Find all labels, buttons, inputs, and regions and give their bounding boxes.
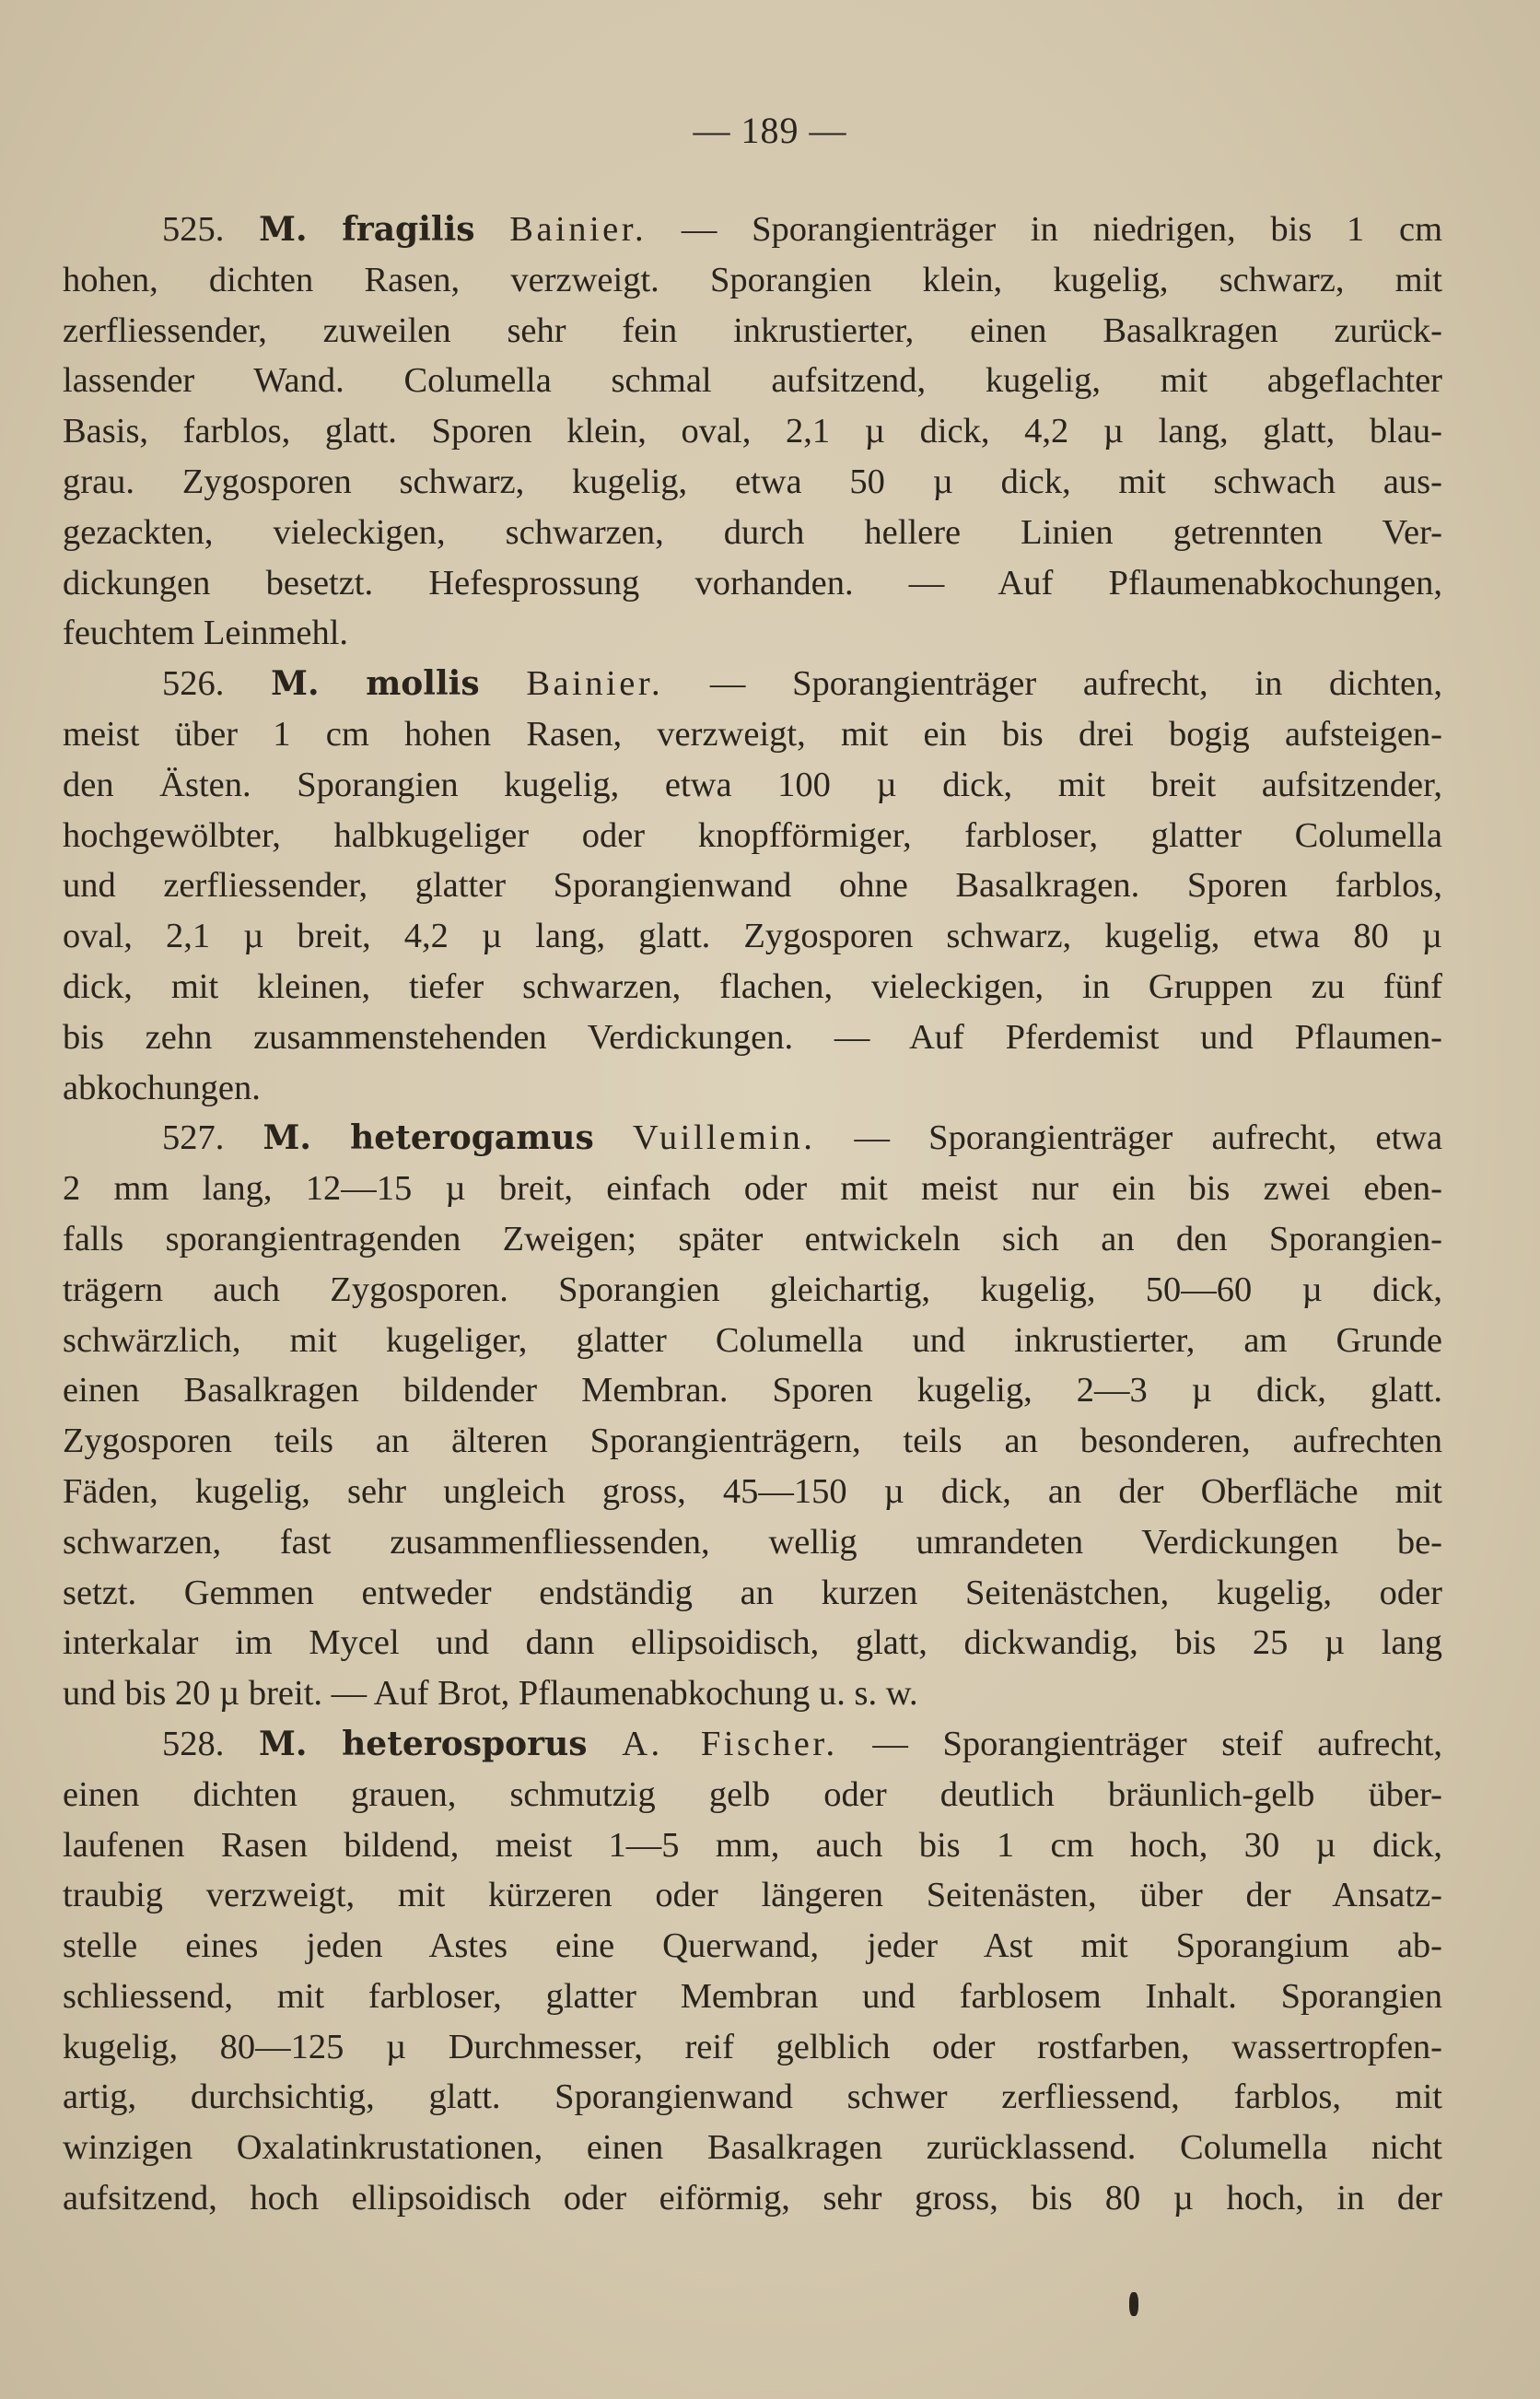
text-line: falls sporangientragenden Zweigen; später entwickeln sich an den Sporangien- xyxy=(63,1219,1442,1258)
text-line: meist über 1 cm hohen Rasen, verzweigt, mit ein bis drei bogig aufsteigen- xyxy=(63,714,1442,754)
text-line: Fäden, kugelig, sehr ungleich gross, 45—150 µ dick, an der Oberfläche mit xyxy=(63,1471,1442,1511)
text-line: oval, 2,1 µ breit, 4,2 µ lang, glatt. Zygosporen schwarz, kugelig, etwa 80 µ xyxy=(63,917,1442,956)
genus-abbrev: M. xyxy=(262,1118,311,1158)
text-line: schwärzlich, mit kugeliger, glatter Columella und inkrustierter, am Grunde xyxy=(63,1320,1442,1360)
text-line: traubig verzweigt, mit kürzeren oder längeren Seitenästen, über der Ansatz- xyxy=(63,1876,1442,1915)
body-text xyxy=(63,205,1442,2224)
text-line: zerfliessender, zuweilen sehr fein inkrustierter, einen Basalkragen zurück- xyxy=(63,310,1442,350)
text-line: laufenen Rasen bildend, meist 1—5 mm, auch bis 1 cm hoch, 30 µ dick, xyxy=(63,1825,1442,1865)
text-line: Basis, farblos, glatt. Sporen klein, oval, 2,1 µ dick, 4,2 µ lang, glatt, blau- xyxy=(63,412,1442,451)
text-line: setzt. Gemmen entweder endständig an kurzen Seitenästchen, kugelig, oder xyxy=(63,1573,1442,1612)
text-line: gezackten, vieleckigen, schwarzen, durch hellere Linien getrennten Ver- xyxy=(63,512,1442,552)
text-line: trägern auch Zygosporen. Sporangien gleichartig, kugelig, 50—60 µ dick, xyxy=(63,1270,1442,1309)
page-number: — 189 — xyxy=(693,110,847,151)
author-name: Bainier. xyxy=(509,210,648,249)
text-line: schliessend, mit farbloser, glatter Membran und farblosem Inhalt. Sporangien xyxy=(63,1976,1442,2016)
text-line: bis zehn zusammenstehenden Verdickungen. — Auf Pferdemist und Pflaumen- xyxy=(63,1017,1442,1057)
text-line: und zerfliessender, glatter Sporangienwand ohne Basalkragen. Sporen farblos, xyxy=(63,866,1442,906)
text-line: stelle eines jeden Astes eine Querwand, jeder Ast mit Sporangium ab- xyxy=(63,1926,1442,1966)
text-line: 2 mm lang, 12—15 µ breit, einfach oder mit meist nur ein bis zwei eben- xyxy=(63,1169,1442,1209)
text-line: dickungen besetzt. Hefesprossung vorhanden. — Auf Pflaumenabkochungen, xyxy=(63,563,1442,603)
entry-number: 527. xyxy=(162,1118,225,1158)
text-line: hochgewölbter, halbkugeliger oder knopfförmiger, farbloser, glatter Columella xyxy=(63,815,1442,855)
text-line: abkochungen. xyxy=(63,1068,261,1107)
author-name: A. Fischer. xyxy=(622,1724,838,1763)
entry-number: 528. xyxy=(162,1724,225,1763)
text-line: — Sporangienträger in niedrigen, bis 1 cm xyxy=(681,210,1442,249)
author-name: Bainier. xyxy=(526,664,664,704)
text-line: grau. Zygosporen schwarz, kugelig, etwa 50 µ dick, mit schwach aus- xyxy=(63,462,1442,501)
entry-heading-line xyxy=(63,1719,1442,1770)
text-line: einen Basalkragen bildender Membran. Sporen kugelig, 2—3 µ dick, glatt. xyxy=(63,1371,1442,1410)
entry-number: 525. xyxy=(162,210,225,249)
text-line: schwarzen, fast zusammenfliessenden, wellig umrandeten Verdickungen be- xyxy=(63,1522,1442,1562)
text-line: Zygosporen teils an älteren Sporangienträgern, teils an besonderen, aufrechten xyxy=(63,1422,1442,1461)
species-name: heterogamus xyxy=(350,1118,594,1158)
entry-heading-line xyxy=(63,659,1442,709)
text-line: und bis 20 µ breit. — Auf Brot, Pflaumenabkochung u. s. w. xyxy=(63,1674,918,1714)
text-line: — Sporangienträger steif aufrecht, xyxy=(872,1724,1442,1763)
text-line: lassender Wand. Columella schmal aufsitzend, kugelig, mit abgeflachter xyxy=(63,361,1442,401)
text-line: kugelig, 80—125 µ Durchmesser, reif gelblich oder rostfarben, wassertropfen- xyxy=(63,2027,1442,2066)
author-name: Vuillemin. xyxy=(632,1118,816,1158)
entry-number: 526. xyxy=(162,664,225,704)
text-line: den Ästen. Sporangien kugelig, etwa 100 µ dick, mit breit aufsitzender, xyxy=(63,765,1442,804)
species-name: fragilis xyxy=(342,210,475,249)
species-name: mollis xyxy=(366,664,480,704)
text-line: aufsitzend, hoch ellipsoidisch oder eiförmig, sehr gross, bis 80 µ hoch, in der xyxy=(63,2179,1442,2218)
genus-abbrev: M. xyxy=(259,1724,308,1763)
text-line: artig, durchsichtig, glatt. Sporangienwand schwer zerfliessend, farblos, mit xyxy=(63,2077,1442,2117)
text-line: dick, mit kleinen, tiefer schwarzen, flachen, vieleckigen, in Gruppen zu fünf xyxy=(63,966,1442,1006)
text-line: interkalar im Mycel und dann ellipsoidisch, glatt, dickwandig, bis 25 µ lang xyxy=(63,1623,1442,1663)
species-name: heterosporus xyxy=(342,1724,588,1763)
text-line: feuchtem Leinmehl. xyxy=(63,614,349,653)
text-line: — Sporangienträger aufrecht, etwa xyxy=(854,1118,1442,1158)
entry-heading-line xyxy=(63,1113,1442,1164)
entry-528 xyxy=(63,1719,1442,2224)
genus-abbrev: M. xyxy=(259,210,308,249)
ink-speck xyxy=(1129,2292,1138,2316)
entry-527 xyxy=(63,1113,1442,1719)
entry-525 xyxy=(63,205,1442,659)
entry-heading-line xyxy=(63,205,1442,255)
entry-526 xyxy=(63,659,1442,1113)
text-line: winzigen Oxalatinkrustationen, einen Basalkragen zurücklassend. Columella nicht xyxy=(63,2128,1442,2168)
text-line: hohen, dichten Rasen, verzweigt. Sporangien klein, kugelig, schwarz, mit xyxy=(63,260,1442,299)
text-line: einen dichten grauen, schmutzig gelb oder deutlich bräunlich-gelb über- xyxy=(63,1774,1442,1814)
text-line: — Sporangienträger aufrecht, in dichten, xyxy=(709,664,1442,704)
genus-abbrev: M. xyxy=(271,664,320,704)
